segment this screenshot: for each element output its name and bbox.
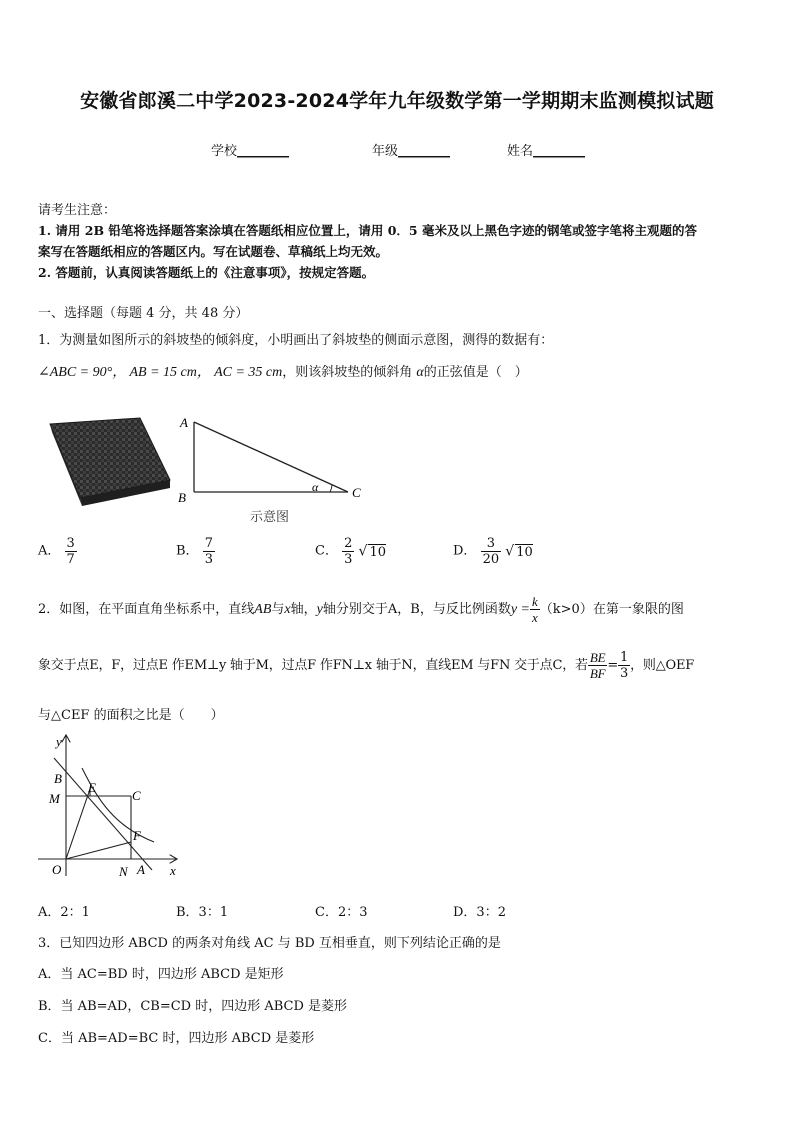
q1-fig-label-b: B: [178, 490, 186, 505]
numerator: 3: [66, 536, 75, 551]
q1-fig-label-a: A: [180, 415, 188, 430]
q1-condition-tail: ，则该斜坡垫的倾斜角: [282, 365, 413, 380]
denominator: 3: [204, 552, 213, 567]
numerator: 7: [204, 536, 213, 551]
numerator: k: [532, 594, 538, 609]
q2-figure: [36, 730, 196, 880]
q1-conditions: [38, 363, 528, 383]
text: E 作: [158, 658, 185, 673]
text: EM⊥y 轴于: [184, 658, 256, 673]
text: C，若: [552, 658, 588, 673]
radicand: 10: [516, 544, 533, 560]
q2-fig-label-c: C: [132, 788, 141, 803]
numerator: 1: [620, 650, 629, 665]
text: FN 交于点: [490, 658, 553, 673]
q1-alpha: α: [416, 365, 424, 380]
denominator: 3: [344, 552, 353, 567]
q2-fig-label-a: A: [137, 862, 145, 877]
radicand: 10: [369, 544, 386, 560]
page-title: 安徽省郎溪二中学2023-2024学年九年级数学第一学期期末监测模拟试题: [80, 90, 714, 112]
q2-fig-label-f: F: [133, 828, 141, 843]
q3-option-b: B．当 AB=AD，CB=CD 时，四边形 ABCD 是菱形: [38, 999, 348, 1014]
text: y: [316, 602, 323, 617]
name-field: [507, 140, 585, 159]
text: FN⊥x 轴于: [332, 658, 402, 673]
school-field: [211, 140, 289, 159]
q2-fig-label-n: N: [119, 864, 128, 879]
name-label: 姓名: [507, 144, 534, 159]
denominator: 7: [66, 552, 75, 567]
school-label: 学校: [211, 144, 238, 159]
function-fraction: [530, 594, 540, 625]
fraction: [203, 536, 215, 567]
sqrt-sign: √: [505, 543, 515, 560]
grade-blank: ________: [398, 144, 451, 159]
fraction: [481, 536, 502, 567]
text: 2．如图，在平面直角坐标系中，直线: [38, 602, 255, 617]
text: 轴，: [290, 602, 317, 617]
grade-label: 年级: [372, 144, 399, 159]
q2-fig-label-b: B: [54, 771, 62, 786]
text: 与: [271, 602, 285, 617]
equals-sign: =: [607, 658, 619, 673]
q2-fig-label-y: y: [56, 734, 62, 749]
text: E，F，过点: [89, 658, 159, 673]
q1-fig-label-alpha: α: [312, 480, 319, 494]
q2-stem-line-1: [38, 594, 684, 625]
numerator: 3: [481, 536, 502, 552]
right-triangle-diagram: [194, 422, 348, 492]
option-label: D．: [453, 543, 477, 559]
sqrt-sign: √: [358, 543, 368, 560]
text: 象交于点: [38, 658, 90, 673]
q1-option-b: [176, 536, 215, 567]
q2-fig-label-x: x: [170, 863, 176, 878]
text: AB: [254, 602, 272, 617]
segment-of: [66, 842, 131, 859]
q2-fig-label-m: M: [49, 791, 60, 806]
fraction: [65, 536, 77, 567]
q3-option-c: C．当 AB=AD=BC 时，四边形 ABCD 是菱形: [38, 1031, 315, 1046]
text: x: [284, 602, 291, 617]
fraction: [342, 536, 354, 567]
segment-oe: [66, 789, 90, 859]
q2-fig-label-o: O: [52, 862, 62, 877]
q2-option-d: D．3：2: [453, 905, 506, 920]
q1-option-a: [38, 536, 77, 567]
q1-figure: [44, 408, 374, 528]
text: M，过点: [255, 658, 308, 673]
q3-option-a: A．当 AC=BD 时，四边形 ABCD 是矩形: [38, 967, 284, 982]
text: 轴分别交于: [322, 602, 388, 617]
numerator: 2: [344, 536, 353, 551]
text: EM 与: [451, 658, 491, 673]
option-label: B．: [176, 543, 199, 559]
q1-fig-label-c: C: [352, 485, 361, 500]
text: A，B，与反比例函数: [387, 602, 511, 617]
q2-option-c: C．2：3: [315, 905, 368, 920]
ratio-value-fraction: [618, 650, 630, 681]
denominator: 20: [482, 552, 500, 567]
q1-fig-caption: 示意图: [250, 509, 290, 524]
q1-stem: 1．为测量如图所示的斜坡垫的倾斜度，小明画出了斜坡垫的侧面示意图，测得的数据有：: [38, 333, 554, 348]
grade-field: [372, 140, 450, 159]
section-heading: 一、选择题（每题 4 分，共 48 分）: [38, 306, 249, 321]
q1-option-d: [453, 536, 533, 567]
slope-pad-image: [50, 418, 170, 506]
option-label: C．: [315, 543, 338, 559]
numerator: BE: [589, 650, 606, 665]
q2-option-a: A．2：1: [38, 905, 90, 920]
notice-item-1-line-1: 1. 请用 2B 铅笔将选择题答案涂填在答题纸相应位置上，请用 0．5 毫米及以上黑色字迹的钢笔或签字笔将主观题的答: [38, 223, 697, 238]
line-ab: [54, 758, 152, 870]
q2-fig-label-e: E: [88, 780, 96, 795]
option-label: A．: [38, 543, 61, 559]
notice-item-1-line-2: 案写在答题纸相应的答题区内。写在试题卷、草稿纸上均无效。: [38, 244, 389, 259]
name-blank: ________: [533, 144, 586, 159]
q2-stem-line-3: 与△CEF 的面积之比是（ ）: [38, 708, 224, 723]
ratio-fraction: [588, 650, 607, 681]
denominator: 3: [620, 666, 629, 681]
function-expression: y =: [510, 602, 530, 617]
school-blank: ________: [237, 144, 290, 159]
denominator: BF: [589, 666, 606, 681]
q2-stem-line-2: [38, 650, 694, 681]
text: （k>0）在第一象限的图: [539, 602, 684, 617]
q1-condition-formula: ∠ABC = 90°， AB = 15 cm， AC = 35 cm: [38, 365, 283, 380]
denominator: x: [532, 610, 538, 625]
notice-heading: 请考生注意：: [38, 203, 117, 218]
q2-option-b: B．3：1: [176, 905, 229, 920]
text: F 作: [307, 658, 333, 673]
q1-condition-end: 的正弦值是（ ）: [423, 365, 528, 380]
text: ，则△OEF: [630, 658, 695, 673]
q3-stem: 3．已知四边形 ABCD 的两条对角线 AC 与 BD 互相垂直，则下列结论正确的是: [38, 936, 501, 951]
text: N，直线: [401, 658, 451, 673]
notice-item-2: 2. 答题前，认真阅读答题纸上的《注意事项》，按规定答题。: [38, 265, 375, 280]
q1-option-c: [315, 536, 386, 567]
